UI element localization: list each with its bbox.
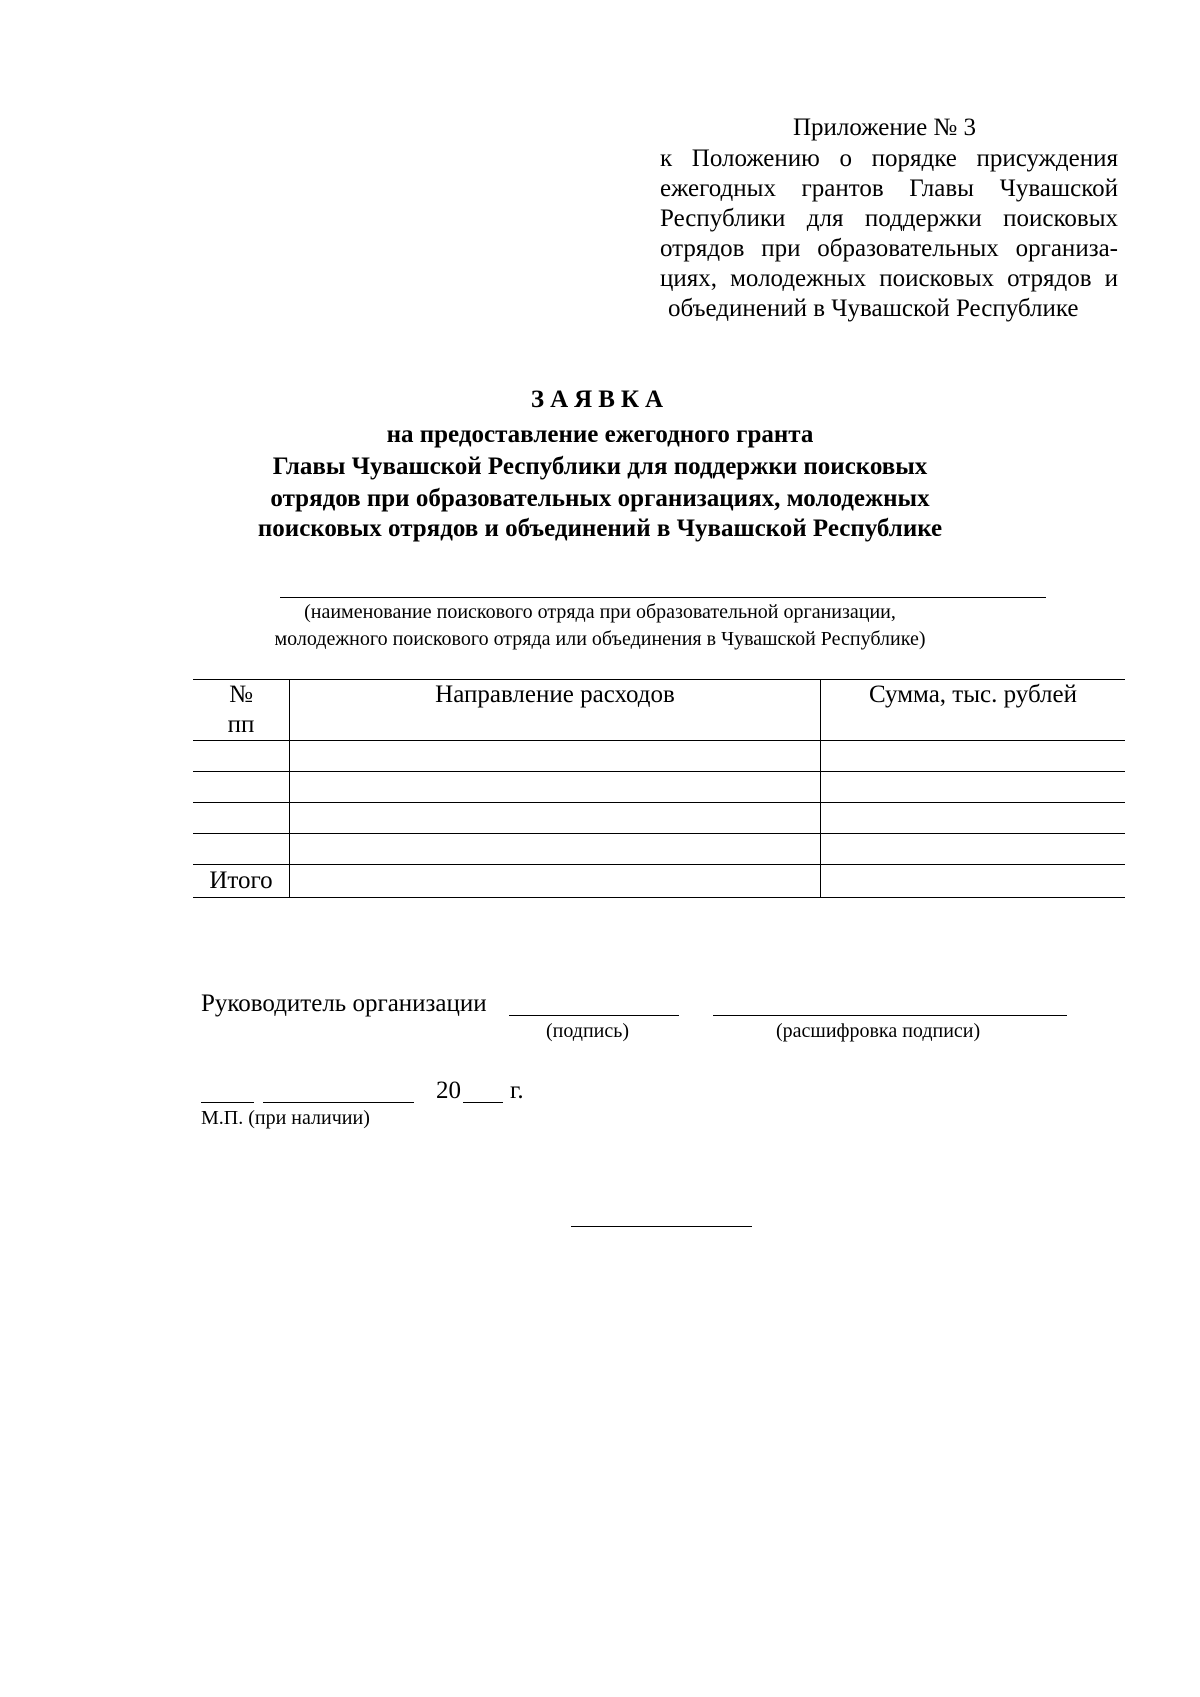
document-subtitle-line: Главы Чувашской Республики для поддержки поисковых xyxy=(272,453,928,480)
table-cell[interactable] xyxy=(193,741,290,772)
total-cell[interactable] xyxy=(821,865,1126,898)
signature-decode-caption: (расшифровка подписи) xyxy=(776,1020,981,1042)
date-year-line[interactable] xyxy=(463,1102,503,1103)
table-cell[interactable] xyxy=(821,803,1126,834)
date-year-prefix: 20 xyxy=(436,1077,461,1104)
appendix-line: объединений в Чувашской Республике xyxy=(668,295,1079,322)
stamp-label: М.П. (при наличии) xyxy=(201,1107,370,1129)
date-month-line[interactable] xyxy=(263,1102,414,1103)
header-num-line1: № xyxy=(229,681,253,708)
table-header-row xyxy=(193,680,1125,741)
signature-decode-line[interactable] xyxy=(713,1015,1067,1016)
table-cell[interactable] xyxy=(290,834,821,865)
total-cell[interactable] xyxy=(290,865,821,898)
table-cell[interactable] xyxy=(290,803,821,834)
table-cell[interactable] xyxy=(290,741,821,772)
table-cell[interactable] xyxy=(821,741,1126,772)
header-direction: Направление расходов xyxy=(290,680,821,741)
org-caption-line1: (наименование поискового отряда при образовательной организации, xyxy=(304,601,896,623)
table-cell[interactable] xyxy=(193,803,290,834)
document-subtitle-line: отрядов при образовательных организациях, молодежных xyxy=(270,485,930,512)
date-day-line[interactable] xyxy=(201,1102,254,1103)
appendix-line: Республики для поддержки поисковых xyxy=(660,205,1118,232)
table-cell[interactable] xyxy=(821,834,1126,865)
signature-line[interactable] xyxy=(509,1015,679,1016)
appendix-line: отрядов при образовательных организа- xyxy=(660,235,1118,262)
document-heading: ЗАЯВКА xyxy=(530,386,670,413)
table-row xyxy=(193,772,1125,803)
org-caption-line2: молодежного поискового отряда или объединения в Чувашской Республике) xyxy=(274,628,926,650)
appendix-body xyxy=(660,144,1118,324)
table-cell[interactable] xyxy=(290,772,821,803)
table-row xyxy=(193,741,1125,772)
document-subtitle-line: поисковых отрядов и объединений в Чувашской Республике xyxy=(257,515,943,542)
table-row xyxy=(193,834,1125,865)
appendix-line: к Положению о порядке присуждения xyxy=(660,145,1118,172)
table-cell[interactable] xyxy=(193,772,290,803)
org-name-line[interactable] xyxy=(280,597,1046,598)
date-year-suffix: г. xyxy=(510,1077,524,1104)
header-num xyxy=(193,680,290,741)
appendix-line: ежегодных грантов Главы Чувашской xyxy=(660,175,1118,202)
header-num-line2: пп xyxy=(227,711,255,738)
document-subtitle-line: на предоставление ежегодного гранта xyxy=(386,421,814,448)
total-label: Итого xyxy=(193,865,290,898)
appendix-title: Приложение № 3 xyxy=(793,114,977,141)
signature-caption: (подпись) xyxy=(546,1020,630,1042)
head-label: Руководитель организации xyxy=(201,990,487,1017)
header-sum: Сумма, тыс. рублей xyxy=(821,680,1126,741)
table-total-row xyxy=(193,865,1125,898)
expenses-table xyxy=(193,679,1125,898)
appendix-line: циях, молодежных поисковых отрядов и xyxy=(660,265,1118,292)
table-row xyxy=(193,803,1125,834)
bottom-separator xyxy=(571,1226,752,1227)
table-cell[interactable] xyxy=(193,834,290,865)
table-cell[interactable] xyxy=(821,772,1126,803)
